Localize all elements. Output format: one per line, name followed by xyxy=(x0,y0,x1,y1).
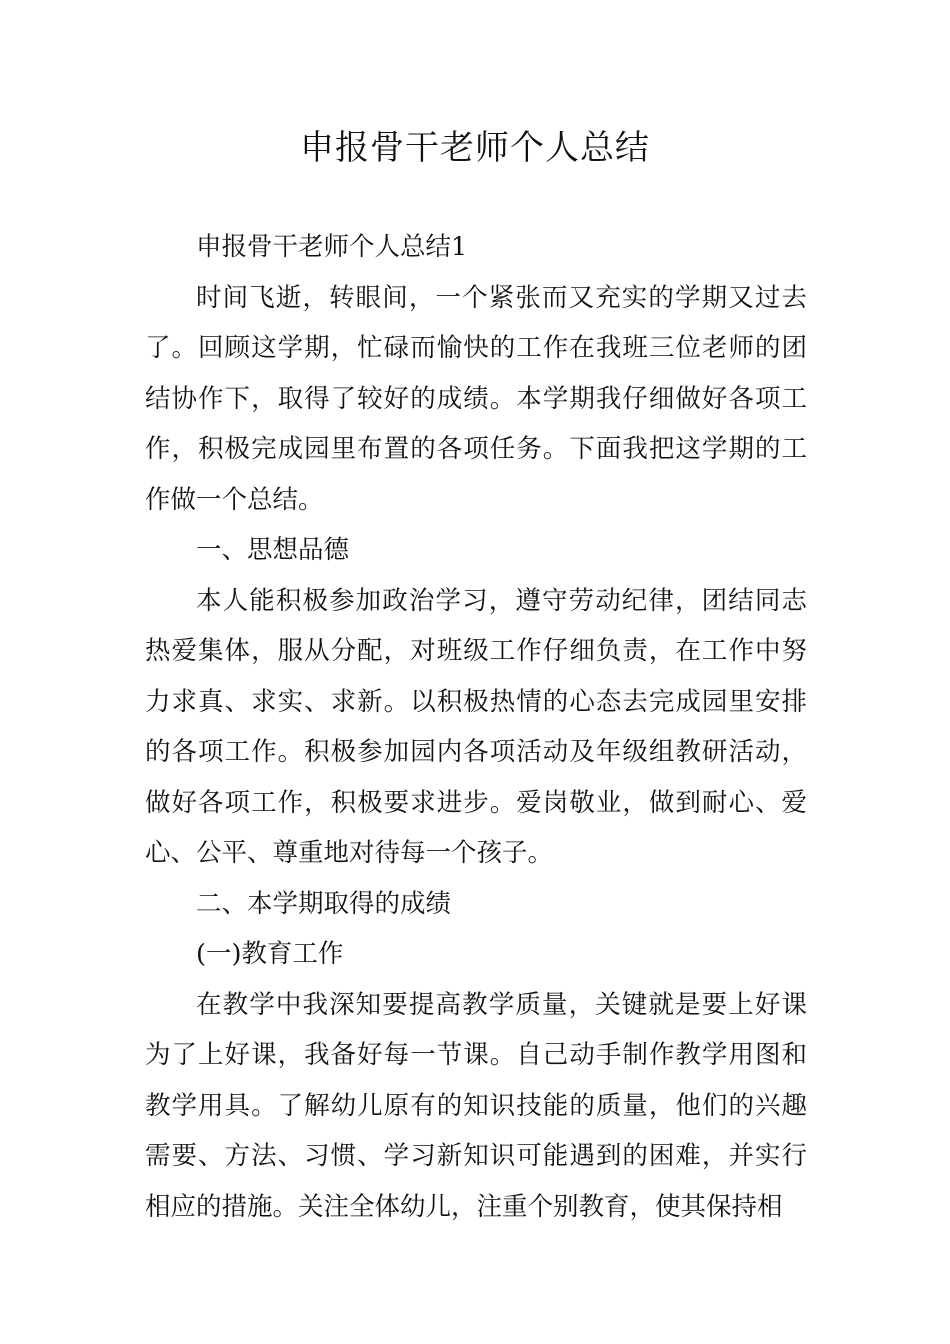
section-heading: 一、思想品德 xyxy=(196,535,350,565)
body-paragraph: 在教学中我深知要提高教学质量，关键就是要上好课为了上好课，我备好每一节课。自己动手制作教学用图和教学用具。了解幼儿原有的知识技能的质量，他们的兴趣需要、方法、习惯、学习新知识可能遇到的困难，并实行相应的措施。关注全体幼儿，注重个别教育，使其保持相 xyxy=(145,989,807,1222)
body-paragraph: 时间飞逝，转眼间，一个紧张而又充实的学期又过去了。回顾这学期，忙碌而愉快的工作在我班三位老师的团结协作下，取得了较好的成绩。本学期我仔细做好各项工作，积极完成园里布置的各项任务。下面我把这学期的工作做一个总结。 xyxy=(145,282,807,515)
section-heading: 申报骨干老师个人总结1 xyxy=(196,232,468,262)
document-title: 申报骨干老师个人总结 xyxy=(300,128,650,168)
document-body xyxy=(145,222,807,1232)
subsection-heading: (一)教育工作 xyxy=(196,939,344,969)
section-heading: 二、本学期取得的成绩 xyxy=(196,888,452,919)
body-paragraph: 本人能积极参加政治学习，遵守劳动纪律，团结同志热爱集体，服从分配，对班级工作仔细负责，在工作中努力求真、求实、求新。以积极热情的心态去完成园里安排的各项工作。积极参加园内各项活动及年级组教研活动，做好各项工作，积极要求进步。爱岗敬业，做到耐心、爱心、公平、尊重地对待每一个孩子。 xyxy=(145,585,807,868)
